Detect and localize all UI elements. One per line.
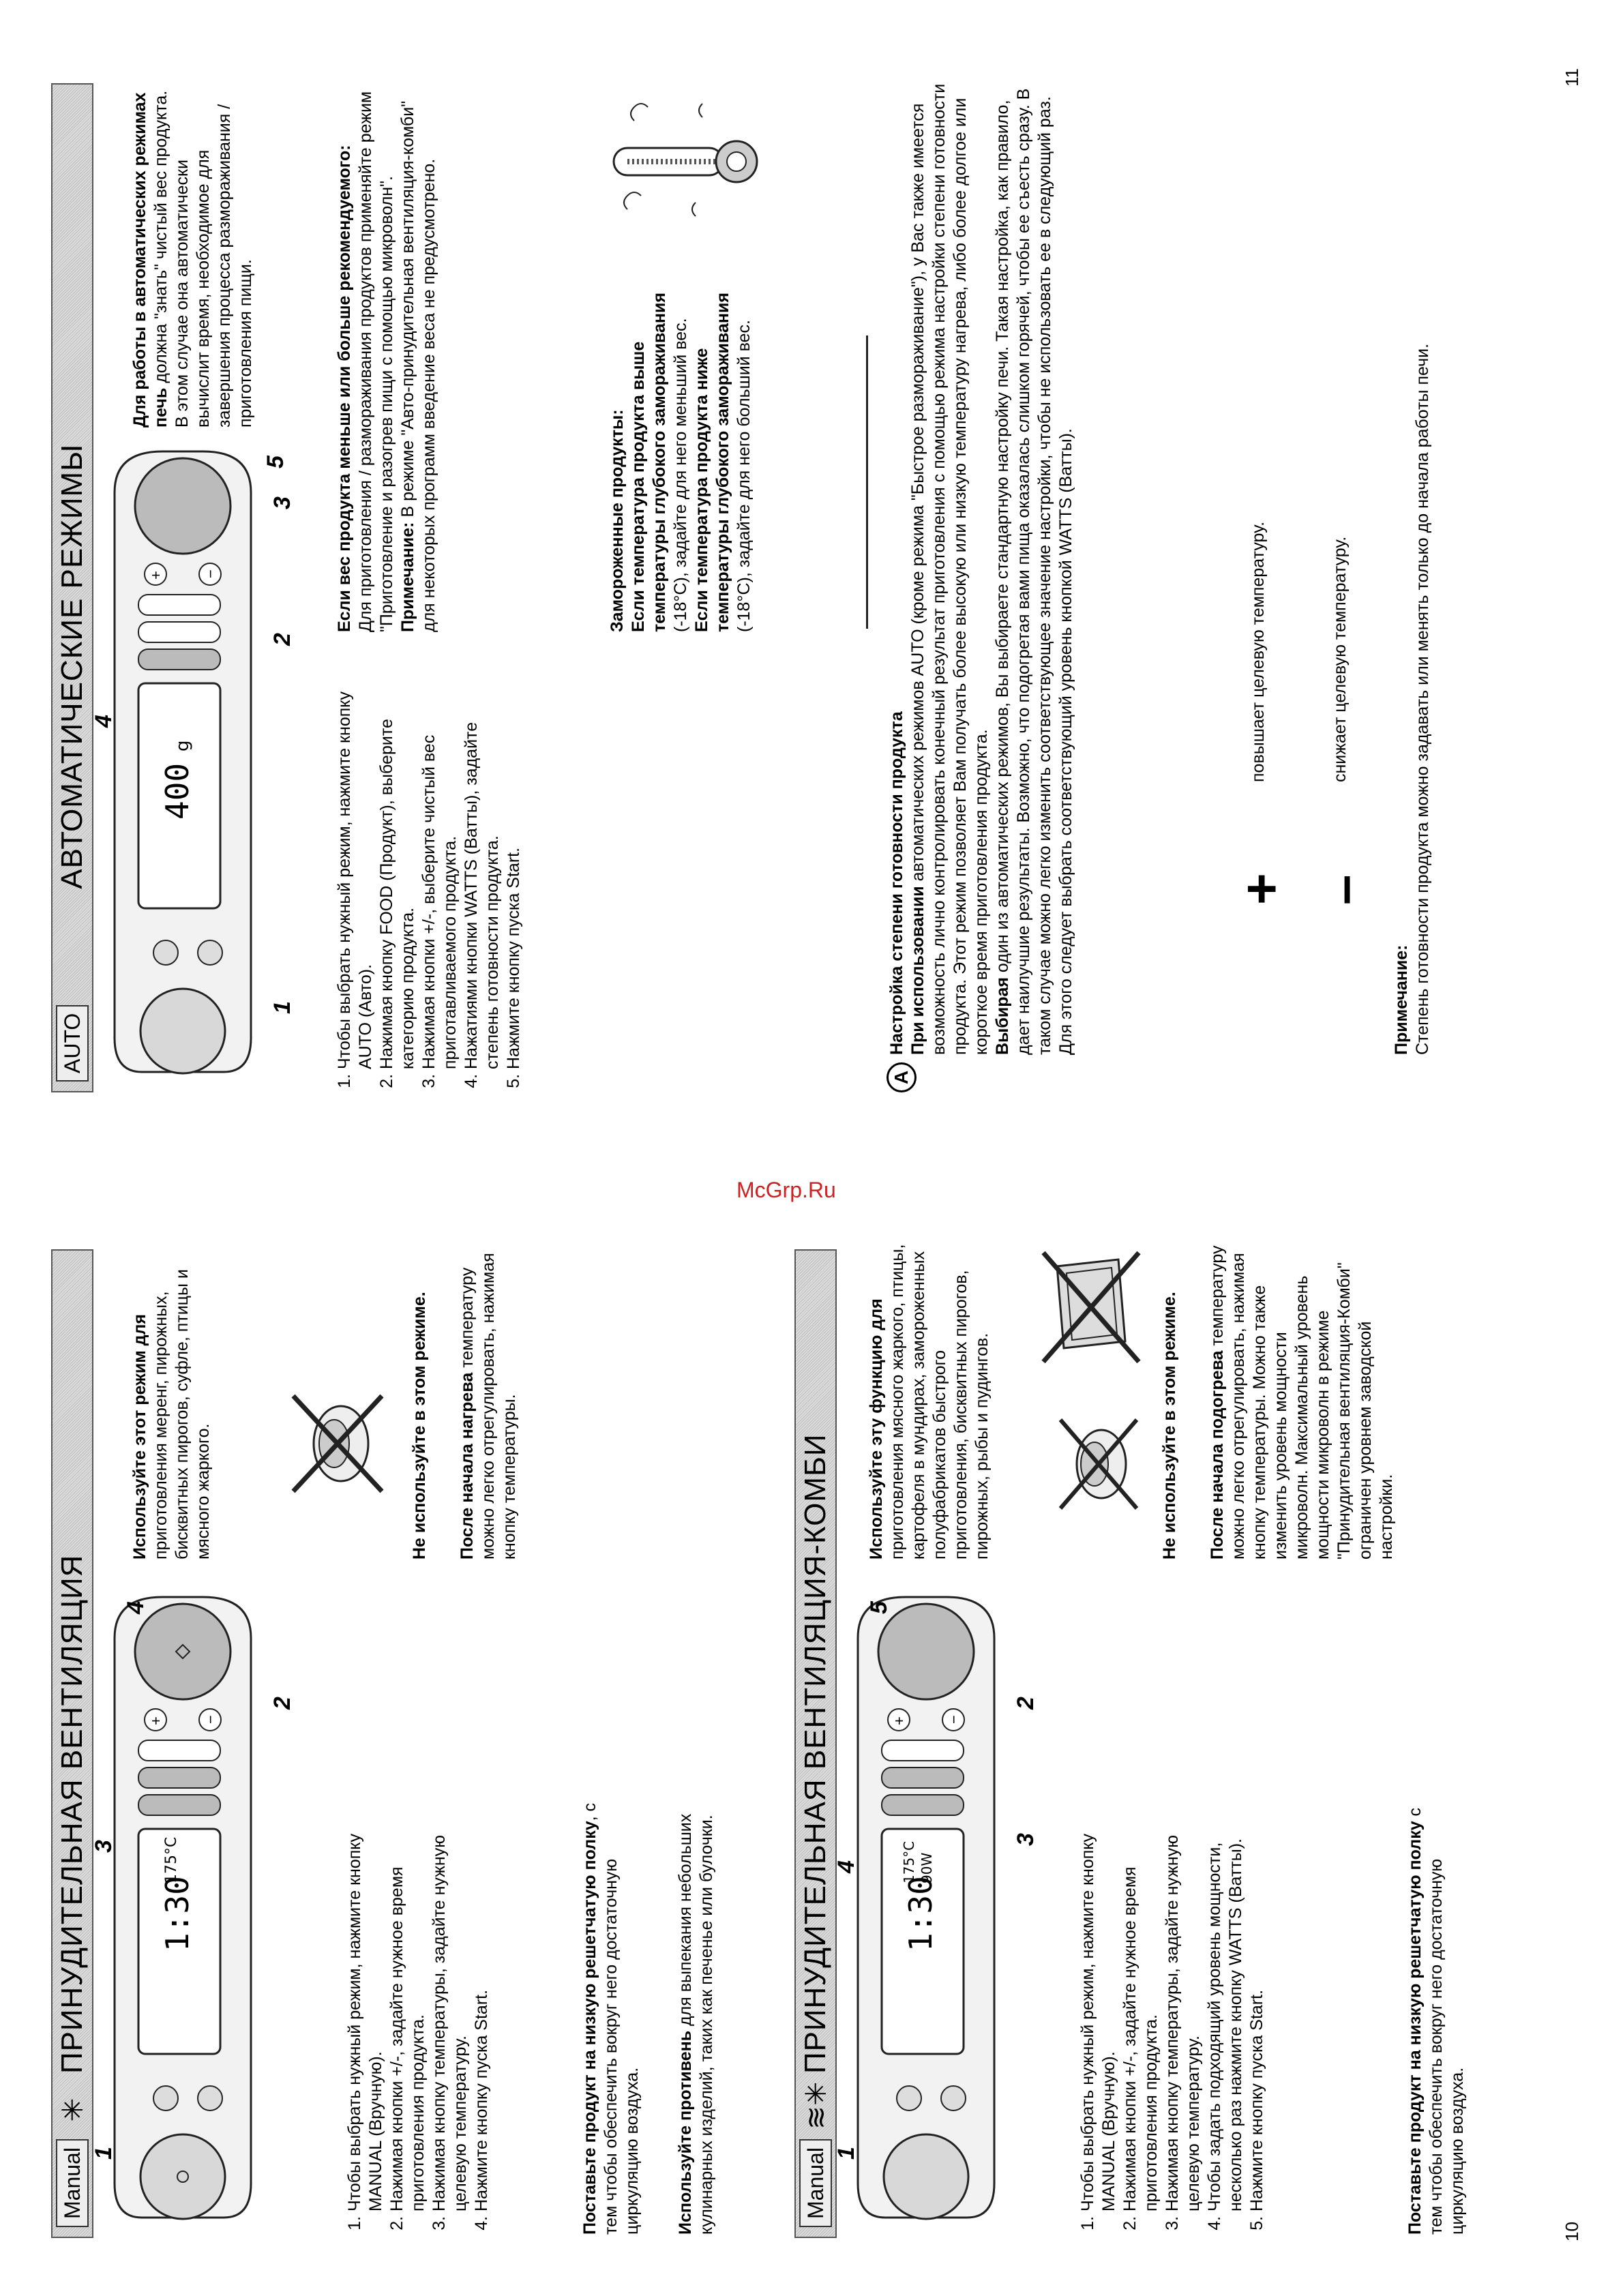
callout-1: 1 — [269, 1001, 295, 1014]
step-item: 3. Нажимая кнопки +/-, выберите чистый вес приготавливаемого продукта. — [419, 670, 461, 1069]
step-item: 4. Чтобы задать подходящий уровень мощности, несколько раз нажмите кнопку WATTS (Ватты). — [1204, 1798, 1247, 2211]
step-item: 4. Нажатиями кнопки WATTS (Ватты), задайте степень готовности продукта. — [461, 670, 503, 1069]
callout-1: 1 — [91, 2147, 117, 2160]
step-item: 5. Нажмите кнопку пуска Start. — [503, 670, 524, 1069]
svg-text:−: − — [202, 1715, 219, 1724]
plus-text: повышает целевую температуру. — [1249, 521, 1268, 782]
svg-text:175°C: 175°C — [163, 1836, 180, 1883]
page-number-left: 10 — [1562, 2222, 1582, 2241]
svg-text:−: − — [945, 1715, 962, 1724]
tray-note: Используйте противень для выпекания небольших кулинарных изделий, таких как печенье или булочки. — [676, 1813, 716, 2235]
svg-text:+: + — [147, 571, 164, 580]
section1-steps — [344, 1798, 492, 2235]
manual-tag: Manual — [799, 2139, 832, 2227]
step-item: 1. Чтобы выбрать нужный режим, нажмите кнопку MANUAL (Вручную). — [1077, 1798, 1120, 2211]
step-item: 2. Нажимая кнопки +/-, задайте нужное время приготовления продукта. — [387, 1798, 429, 2211]
control-panel-illustration — [101, 438, 278, 1092]
section2-steps — [1077, 1798, 1268, 2235]
svg-text:+: + — [147, 1716, 164, 1725]
page-number-right: 11 — [1562, 68, 1582, 87]
callout-3: 3 — [91, 1840, 117, 1853]
display-time: 1:30 — [159, 1876, 196, 1952]
place-product-note: Поставьте продукт на низкую решетчатую полку с тем чтобы обеспечить вокруг него достаточную циркуляцию воздуха. — [1405, 1807, 1467, 2235]
section1-after: После начала нагрева температуру можно легко отрегулировать, нажимая кнопку температуры. — [458, 1253, 519, 1560]
weight-note: Если вес продукта меньше или больше рекомендуемого: Для приготовления / размораживания продуктов применяйте режим "Приготовление и разогрев пищи с помощью микроволн". Примечание: В режиме "Авто-принудительная вентиляция-комби" для некоторых программ введение веса не предусмотрено. — [335, 91, 438, 632]
minus-text: снижает целевую температуру. — [1330, 536, 1350, 782]
manual-tag: Manual — [56, 2139, 89, 2227]
watermark: McGrp.Ru — [736, 1178, 836, 1202]
step-item: 3. Нажимая кнопку температуры, задайте нужную целевую температуру. — [429, 1798, 471, 2211]
svg-text:−: − — [202, 569, 219, 578]
step-item: 2. Нажимая кнопку FOOD (Продукт), выберите категорию продукта. — [376, 670, 419, 1069]
doneness-section: Настройка степени готовности продукта При использовании автоматических режимов AUTO (кроме режима "Быстрое размораживание"), у Вас также имеется возможность лично контролировать конечный результат приготовления с помощью режима настройки степени готовности продукта. Этот режим позволяет Вам получать более высокую или низкую температуру нагрева, либо более долгое или короткое время приготовления продукта. Выбирая один из автоматических режимов, Вы выбираете стандартную настройку печи. Такая настройка, как правило, дает наилучшие результаты. Возможно, что подогретая вами пища оказалась слишком горячей, чтобы ее съесть сразу. В таком случае можно легко изменить соответствующее значение настройки, чтобы не использовать ее в следующий раз. Для этого следует выбрать соответствующий уровень кнопкой WATTS (Ватты). — [887, 83, 1075, 1055]
step-item: 1. Чтобы выбрать нужный режим, нажмите кнопку MANUAL (Вручную). — [344, 1798, 387, 2211]
section2-title: ПРИНУДИТЕЛЬНАЯ ВЕНТИЛЯЦИЯ-КОМБИ — [799, 1433, 832, 2074]
plus-symbol: + — [1231, 873, 1292, 905]
callout-4: 4 — [833, 1860, 859, 1873]
svg-text:1:30: 1:30 — [902, 1876, 939, 1952]
svg-text:g: g — [173, 740, 193, 751]
step-item: 3. Нажимая кнопку температуры, задайте нужную целевую температуру. — [1162, 1798, 1204, 2211]
section2-after: После начала подогрева температуру можно легко отрегулировать, нажимая кнопку температуры. Можно также изменить уровень мощности микроволн. Максимальный уровень мощности микроволн в режиме "Принудительная вентиляция-Комби" ограничен уровнем заводской настройки. — [1208, 1245, 1396, 1560]
auto-steps — [334, 670, 524, 1092]
no-microwave-icon — [286, 1382, 389, 1505]
section-divider — [866, 336, 868, 629]
step-item: 4. Нажмите кнопку пуска Start. — [471, 1798, 492, 2211]
section2-header — [794, 1249, 837, 2238]
circle-a-label: A — [887, 1062, 917, 1092]
section1-header — [51, 1249, 93, 2238]
svg-text:175°C: 175°C — [901, 1840, 917, 1883]
fan-icon: ✳ — [56, 2098, 89, 2122]
auto-header — [51, 83, 93, 1092]
callout-2: 2 — [269, 633, 295, 646]
place-product-note: Поставьте продукт на низкую решетчатую полку, с тем чтобы обеспечить вокруг него достаточную циркуляцию воздуха. — [580, 1802, 642, 2235]
section1-not-use: Не используйте в этом режиме. — [410, 1292, 429, 1560]
display-weight: 400 — [159, 762, 196, 820]
control-panel-illustration — [844, 1583, 1022, 2238]
step-item: 2. Нажимая кнопки +/-, задайте нужное время приготовления продукта. — [1120, 1798, 1162, 2211]
svg-text:+: + — [891, 1716, 908, 1725]
callout-3: 3 — [1013, 1833, 1039, 1846]
callout-4: 4 — [91, 715, 117, 728]
no-tray-icon — [1037, 1246, 1146, 1369]
auto-title: АВТОМАТИЧЕСКИЕ РЕЖИМЫ — [55, 443, 89, 889]
minus-symbol: – — [1313, 874, 1373, 905]
callout-5: 5 — [263, 456, 288, 468]
section1-use: Используйте этот режим для приготовления меренг, пирожных, бисквитных пирогов, суфле, птицы и мясного жаркого. — [130, 1269, 213, 1560]
frozen-note: Замороженные продукты: Если температура продукта выше температуры глубокого замораживания (-18°C), задайте для него меньший вес. Если температура продукта ниже температуры глубокого замораживания (-18°C), задайте для него больший вес. — [608, 293, 754, 632]
fan-combi-icon: ≋✳ — [799, 2081, 832, 2130]
step-item: 1. Чтобы выбрать нужный режим, нажмите кнопку AUTO (Авто). — [334, 670, 376, 1069]
final-note: Примечание: Степень готовности продукта можно задавать или менять только до начала работы печи. — [1392, 343, 1432, 1055]
callout-2: 2 — [1013, 1697, 1039, 1710]
callout-3: 3 — [269, 496, 295, 509]
svg-text:90W: 90W — [919, 1852, 935, 1883]
control-panel-illustration — [101, 1583, 278, 2238]
thermometer-icon — [600, 87, 771, 237]
step-item: 5. Нажмите кнопку пуска Start. — [1247, 1798, 1268, 2211]
section2-use: Используйте эту функцию для приготовления мясного жаркого, птицы, картофеля в мундирах, замороженных полуфабрикатов быстрого приготовления, бисквитных пирогов, пирожных, рыбы и пудингов. — [867, 1244, 992, 1560]
callout-4: 4 — [123, 1601, 149, 1614]
callout-2: 2 — [269, 1697, 295, 1710]
callout-1: 1 — [833, 2147, 859, 2160]
section2-not-use: Не используйте в этом режиме. — [1160, 1292, 1179, 1560]
auto-tag: AUTO — [56, 1005, 89, 1082]
auto-intro: Для работы в автоматических режимах печь должна "знать" чистый вес продукта. В этом случае она автоматически вычислит время, необходимое для завершения процесса размораживания / приготовления пищи. — [130, 90, 255, 428]
section1-title: ПРИНУДИТЕЛЬНАЯ ВЕНТИЛЯЦИЯ — [55, 1554, 89, 2074]
no-microwave-icon — [1054, 1410, 1142, 1519]
callout-5: 5 — [866, 1601, 892, 1614]
